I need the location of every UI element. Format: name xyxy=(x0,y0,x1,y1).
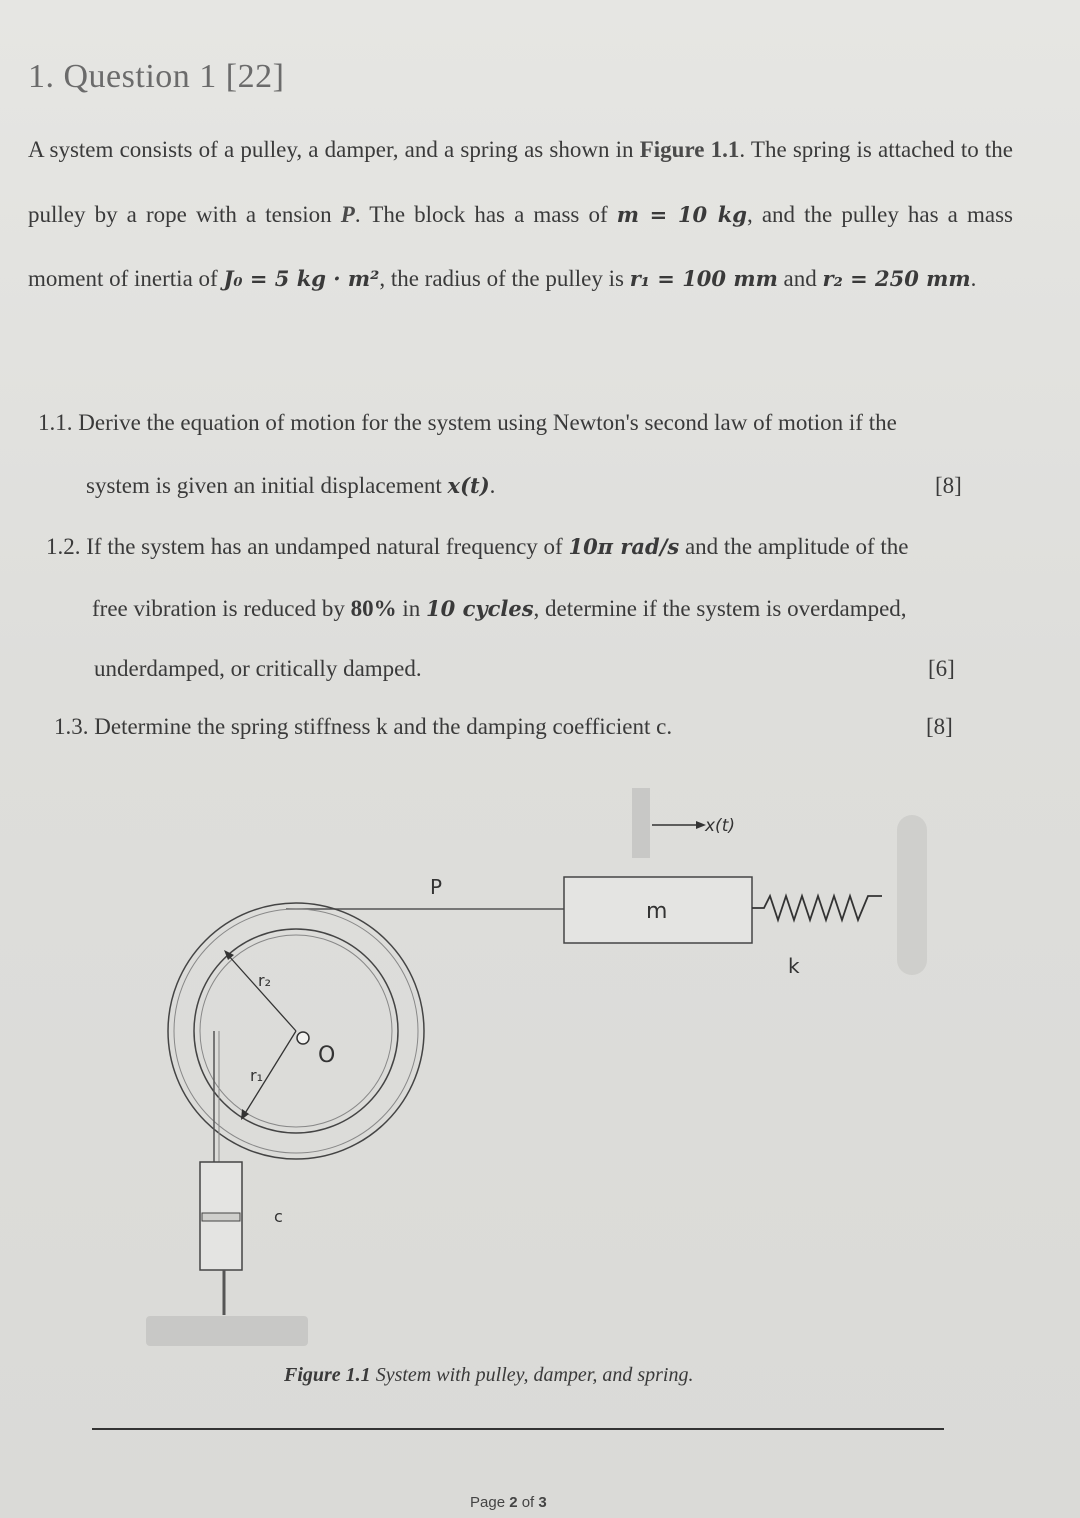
intro-text: . The block has a mass of xyxy=(354,201,617,227)
footer-rule xyxy=(92,1428,944,1430)
item-1-1-line2 xyxy=(86,473,495,499)
r2-value: r₂ = 250 mm xyxy=(822,266,971,291)
question-intro xyxy=(28,118,1013,312)
intro-text: and xyxy=(777,266,823,291)
tension-symbol: P xyxy=(340,201,355,227)
intro-text: A system consists of a pulley, a damper, and a spring as shown in xyxy=(28,137,640,162)
item-1-2-line3: underdamped, or critically damped. xyxy=(94,656,422,681)
item-text: free vibration is reduced by xyxy=(92,596,351,621)
arrow-head-icon xyxy=(241,1109,249,1120)
caption-label: Figure 1.1 xyxy=(284,1364,371,1386)
item-1-2-line2 xyxy=(92,596,907,622)
mass-label: m xyxy=(646,899,668,924)
tension-label: P xyxy=(430,875,443,899)
page-prefix: Page xyxy=(470,1494,510,1511)
intro-text: , the radius of the pulley is xyxy=(379,266,630,291)
page-current: 2 xyxy=(509,1494,518,1511)
page-of: of xyxy=(517,1494,539,1511)
item-text: in xyxy=(396,596,427,621)
r2-line xyxy=(228,955,296,1031)
item-text: , determine if the system is overdamped, xyxy=(533,596,907,621)
item-1-2-marks: [6] xyxy=(928,656,955,681)
page-total: 3 xyxy=(538,1494,547,1511)
item-text: . xyxy=(489,473,496,498)
cycles-value: 10 cycles xyxy=(426,596,534,621)
spring-label: k xyxy=(788,954,800,978)
r2-label: r₂ xyxy=(258,971,271,990)
intro-text: , and the pulley has a mass moment of inertia of xyxy=(28,201,1013,291)
intro-text: . The spring is attached to the pulley by a rope with a tension xyxy=(28,137,1013,227)
item-text: system is given an initial displacement xyxy=(86,473,448,498)
figure-reference: Figure 1.1 xyxy=(639,137,740,162)
r1-value: r₁ = 100 mm xyxy=(629,266,778,291)
displacement-label: x(t) xyxy=(705,816,735,836)
natural-frequency-value: 10π rad/s xyxy=(568,534,680,559)
item-1-1-marks: [8] xyxy=(935,473,962,498)
question-heading: 1. Question 1 [22] xyxy=(28,58,285,95)
item-1-1-line1: 1.1. Derive the equation of motion for the system using Newton's second law of motion if the xyxy=(38,410,897,435)
figure-caption xyxy=(284,1364,693,1387)
ground xyxy=(146,1316,308,1346)
intro-text: . xyxy=(970,266,977,291)
system-figure xyxy=(140,770,940,1370)
page-number xyxy=(470,1494,547,1511)
displacement-symbol: x(t) xyxy=(447,473,490,498)
damper-piston xyxy=(202,1213,240,1221)
item-1-2-line1 xyxy=(46,534,909,560)
reference-post xyxy=(632,788,650,858)
item-text: 1.2. If the system has an undamped natural frequency of xyxy=(46,534,569,559)
item-1-3-marks: [8] xyxy=(926,714,953,739)
caption-text: System with pulley, damper, and spring. xyxy=(370,1364,694,1386)
pivot-icon xyxy=(297,1032,309,1044)
r1-label: r₁ xyxy=(250,1066,263,1085)
origin-label: O xyxy=(318,1043,336,1068)
spring xyxy=(752,896,882,920)
damper-label: c xyxy=(274,1207,283,1226)
inertia-value: J₀ = 5 kg · m² xyxy=(223,266,380,291)
mass-value: m = 10 kg xyxy=(616,201,747,227)
wall xyxy=(897,815,927,975)
reduction-value: 80% xyxy=(350,596,397,621)
item-1-3-line1: 1.3. Determine the spring stiffness k and the damping coefficient c. xyxy=(54,714,673,739)
item-text: and the amplitude of the xyxy=(679,534,909,559)
